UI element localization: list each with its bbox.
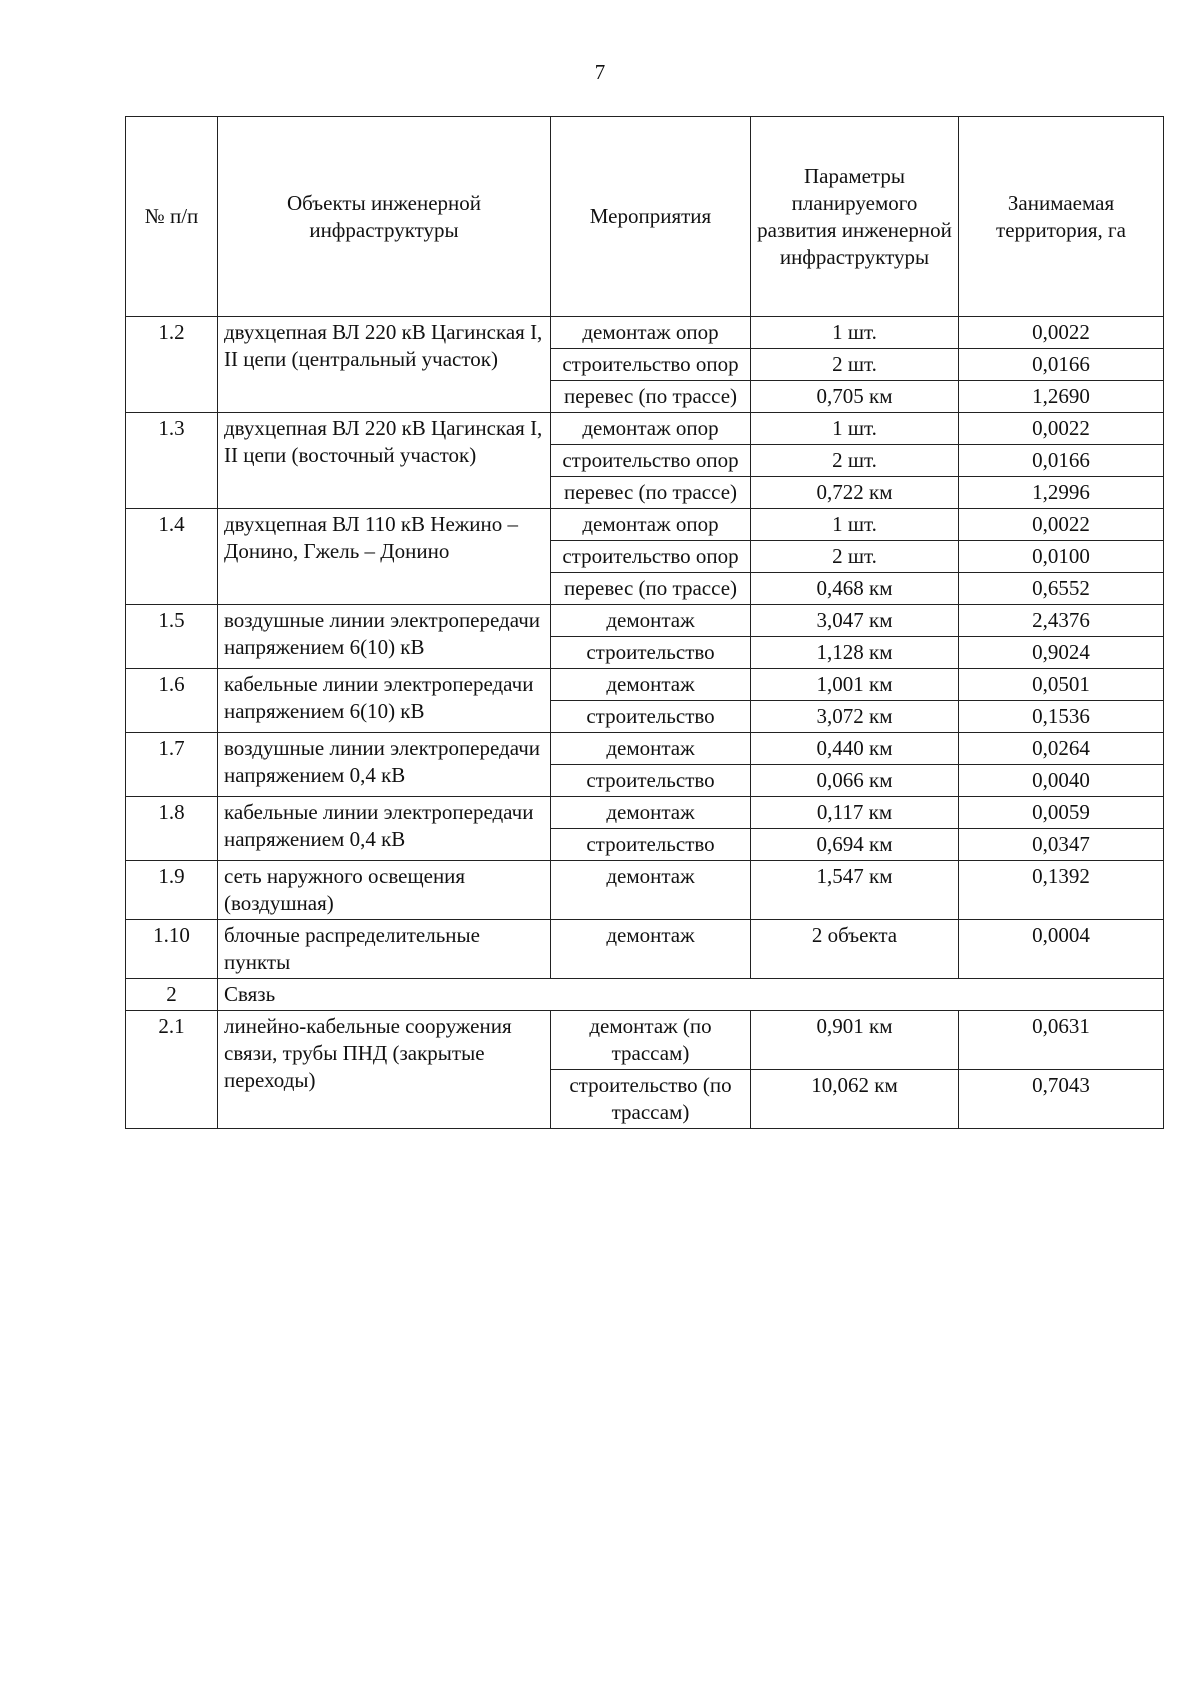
table-row (126, 1011, 1164, 1070)
area-cell: 0,0022 (959, 413, 1164, 445)
parameter-cell: 10,062 км (751, 1070, 959, 1129)
activity-cell: строительство опор (551, 349, 751, 381)
row-number: 2 (126, 979, 218, 1011)
parameter-cell: 1 шт. (751, 413, 959, 445)
object-name: сеть наружного освещения (воздушная) (218, 861, 551, 920)
activity-cell: демонтаж опор (551, 413, 751, 445)
area-cell: 0,9024 (959, 637, 1164, 669)
object-name: двухцепная ВЛ 110 кВ Нежино – Донино, Гжель – Донино (218, 509, 551, 605)
area-cell: 1,2690 (959, 381, 1164, 413)
area-cell: 0,7043 (959, 1070, 1164, 1129)
object-name: воздушные линии электропередачи напряжением 0,4 кВ (218, 733, 551, 797)
activity-cell: демонтаж (551, 920, 751, 979)
row-number: 1.9 (126, 861, 218, 920)
area-cell: 0,0347 (959, 829, 1164, 861)
activity-cell: демонтаж (551, 797, 751, 829)
object-name: линейно-кабельные сооружения связи, трубы ПНД (закрытые переходы) (218, 1011, 551, 1129)
header-activity: Мероприятия (551, 117, 751, 317)
activity-cell: строительство (551, 829, 751, 861)
header-object: Объекты инженерной инфраструктуры (218, 117, 551, 317)
activity-cell: перевес (по трассе) (551, 573, 751, 605)
activity-cell: демонтаж (551, 605, 751, 637)
activity-cell: демонтаж (551, 733, 751, 765)
row-number: 1.7 (126, 733, 218, 797)
table-row (126, 797, 1164, 829)
parameter-cell: 2 шт. (751, 541, 959, 573)
table-row (126, 920, 1164, 979)
row-number: 2.1 (126, 1011, 218, 1129)
area-cell: 2,4376 (959, 605, 1164, 637)
activity-cell: демонтаж опор (551, 317, 751, 349)
area-cell: 0,1392 (959, 861, 1164, 920)
parameter-cell: 2 шт. (751, 445, 959, 477)
object-name: воздушные линии электропередачи напряжением 6(10) кВ (218, 605, 551, 669)
section-title: Связь (218, 979, 1164, 1011)
activity-cell: демонтаж (551, 861, 751, 920)
area-cell: 0,0166 (959, 445, 1164, 477)
parameter-cell: 1,547 км (751, 861, 959, 920)
infrastructure-table (125, 116, 1164, 1129)
area-cell: 0,6552 (959, 573, 1164, 605)
area-cell: 0,0501 (959, 669, 1164, 701)
row-number: 1.6 (126, 669, 218, 733)
table-row (126, 413, 1164, 445)
area-cell: 0,0004 (959, 920, 1164, 979)
parameter-cell: 0,694 км (751, 829, 959, 861)
parameter-cell: 1,128 км (751, 637, 959, 669)
table-row (126, 979, 1164, 1011)
activity-cell: строительство опор (551, 445, 751, 477)
activity-cell: демонтаж (551, 669, 751, 701)
parameter-cell: 0,066 км (751, 765, 959, 797)
row-number: 1.5 (126, 605, 218, 669)
activity-cell: перевес (по трассе) (551, 381, 751, 413)
object-name: блочные распределительные пункты (218, 920, 551, 979)
header-num: № п/п (126, 117, 218, 317)
area-cell: 0,0022 (959, 509, 1164, 541)
header-area: Занимаемая территория, га (959, 117, 1164, 317)
activity-cell: строительство (551, 637, 751, 669)
object-name: двухцепная ВЛ 220 кВ Цагинская I, II цепи (восточный участок) (218, 413, 551, 509)
row-number: 1.3 (126, 413, 218, 509)
area-cell: 1,2996 (959, 477, 1164, 509)
activity-cell: демонтаж (по трассам) (551, 1011, 751, 1070)
table-row (126, 605, 1164, 637)
table-row (126, 861, 1164, 920)
area-cell: 0,0040 (959, 765, 1164, 797)
parameter-cell: 0,705 км (751, 381, 959, 413)
parameter-cell: 0,117 км (751, 797, 959, 829)
row-number: 1.10 (126, 920, 218, 979)
parameter-cell: 0,440 км (751, 733, 959, 765)
parameter-cell: 0,901 км (751, 1011, 959, 1070)
table-row (126, 669, 1164, 701)
area-cell: 0,0166 (959, 349, 1164, 381)
area-cell: 0,1536 (959, 701, 1164, 733)
table-row (126, 733, 1164, 765)
activity-cell: демонтаж опор (551, 509, 751, 541)
area-cell: 0,0059 (959, 797, 1164, 829)
parameter-cell: 2 шт. (751, 349, 959, 381)
parameter-cell: 0,468 км (751, 573, 959, 605)
row-number: 1.4 (126, 509, 218, 605)
area-cell: 0,0022 (959, 317, 1164, 349)
row-number: 1.2 (126, 317, 218, 413)
activity-cell: строительство (551, 701, 751, 733)
table-header-row (126, 117, 1164, 317)
activity-cell: строительство опор (551, 541, 751, 573)
area-cell: 0,0264 (959, 733, 1164, 765)
parameter-cell: 2 объекта (751, 920, 959, 979)
parameter-cell: 3,047 км (751, 605, 959, 637)
header-params: Параметры планируемого развития инженерной инфраструктуры (751, 117, 959, 317)
page-number: 7 (594, 60, 606, 84)
table-row (126, 317, 1164, 349)
table-row (126, 509, 1164, 541)
object-name: кабельные линии электропередачи напряжением 0,4 кВ (218, 797, 551, 861)
parameter-cell: 0,722 км (751, 477, 959, 509)
object-name: двухцепная ВЛ 220 кВ Цагинская I, II цепи (центральный участок) (218, 317, 551, 413)
parameter-cell: 1 шт. (751, 509, 959, 541)
row-number: 1.8 (126, 797, 218, 861)
activity-cell: строительство (551, 765, 751, 797)
activity-cell: перевес (по трассе) (551, 477, 751, 509)
parameter-cell: 3,072 км (751, 701, 959, 733)
area-cell: 0,0631 (959, 1011, 1164, 1070)
object-name: кабельные линии электропередачи напряжением 6(10) кВ (218, 669, 551, 733)
activity-cell: строительство (по трассам) (551, 1070, 751, 1129)
area-cell: 0,0100 (959, 541, 1164, 573)
table-body (126, 317, 1164, 1129)
parameter-cell: 1,001 км (751, 669, 959, 701)
parameter-cell: 1 шт. (751, 317, 959, 349)
